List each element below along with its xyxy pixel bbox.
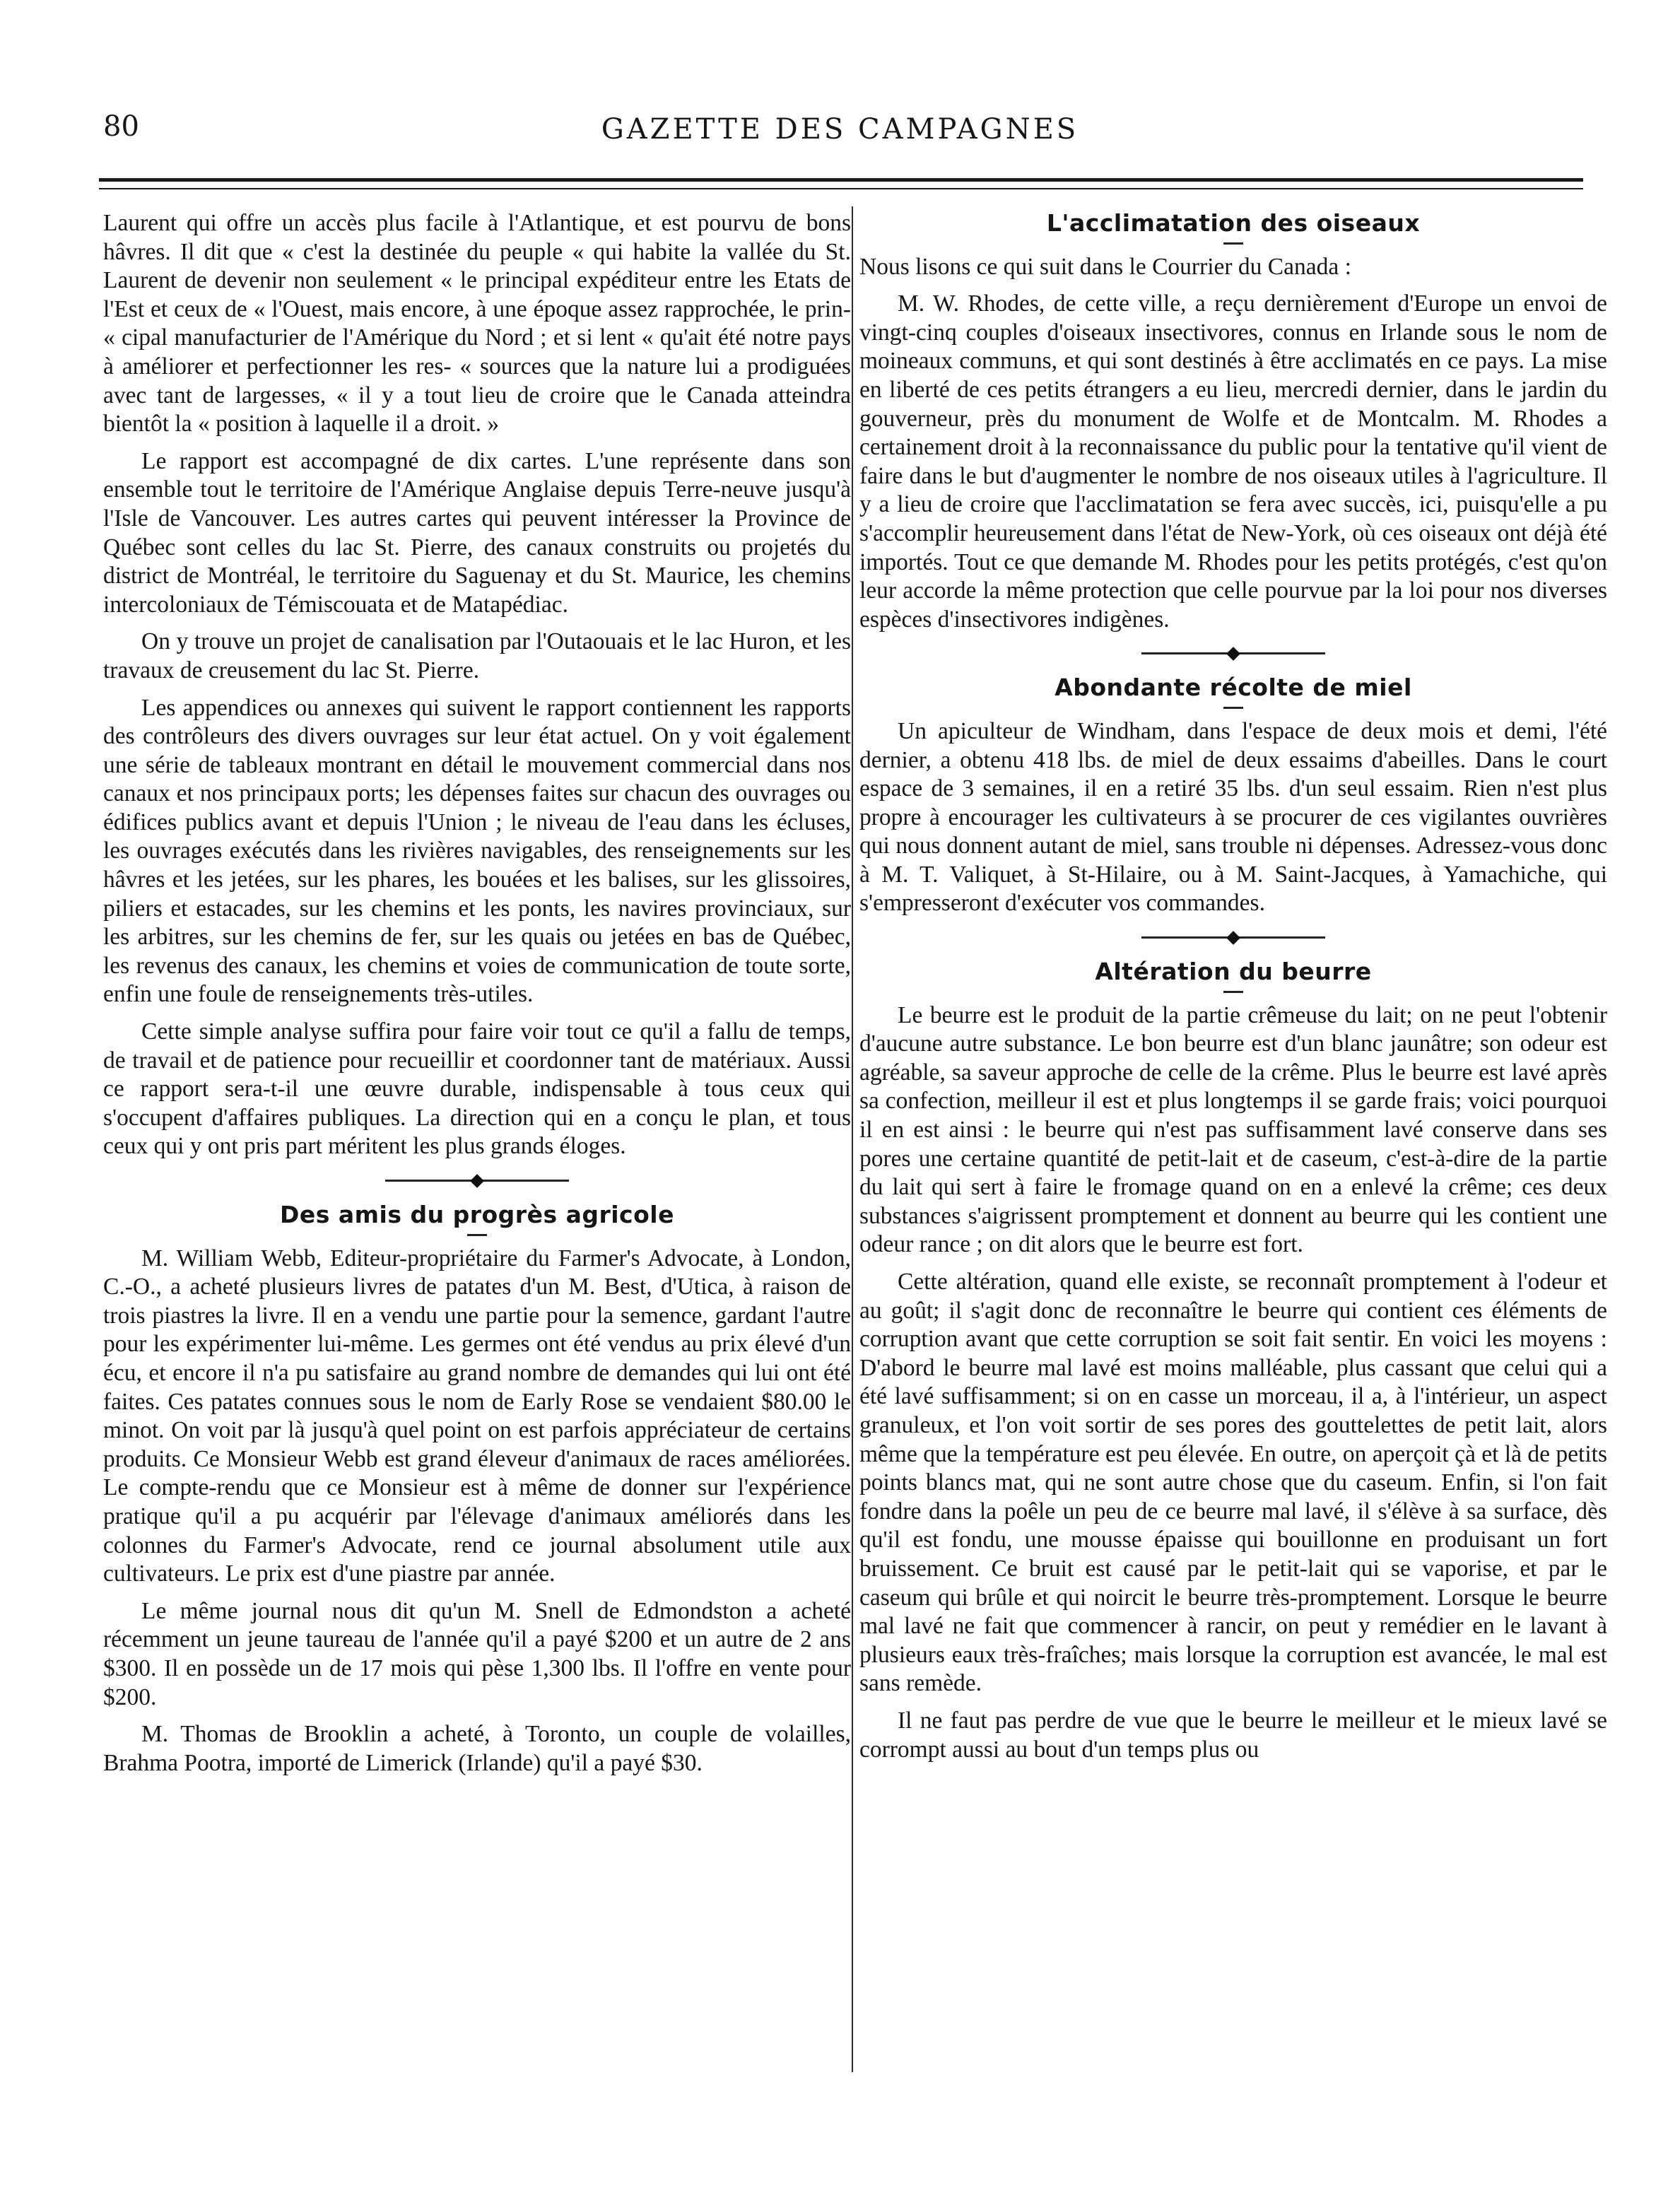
left-column: [103, 209, 851, 1777]
article-paragraph: M. W. Rhodes, de cette ville, a reçu dernièrement d'Europe un envoi de vingt-cinq couples d'oiseaux insectivores, connus en Irlande sous le nom de moineaux communs, et qui sont destinés à être acclimatés en ce pays. La mise en liberté de ces petits étrangers a eu lieu, mercredi dernier, dans le jardin du gouverneur, près du monument de Wolfe et de Montcalm. M. Rhodes a certainement droit à la reconnaissance du public pour la tentative qu'il vient de faire dans le but d'augmenter le nombre de nos oiseaux utiles à l'agriculture. Il y a lieu de croire que l'acclimatation se fera avec succès, ici, puisqu'elle a pu s'accomplir heureusement dans l'état de New-York, où ces oiseaux ont déjà été importés. Tout ce que demande M. Rhodes pour les petits protégés, c'est qu'on leur accorde la même protection que celle pourvue par la loi pour nos diverses espèces d'insectivores indigènes.: [859, 290, 1607, 633]
article-paragraph: Cette simple analyse suffira pour faire voir tout ce qu'il a fallu de temps, de travail et de patience pour recueillir et coordonner tant de matériaux. Aussi ce rapport sera-t-il une œuvre durable, indispensable à tous ceux qui s'occupent d'affaires publiques. La direction qui en a conçu le plan, et tous ceux qui y ont pris part méritent les plus grands éloges.: [103, 1018, 851, 1160]
title-underline: [1223, 707, 1243, 709]
right-column: [859, 209, 1607, 1764]
article-paragraph: Un apiculteur de Windham, dans l'espace de deux mois et demi, l'été dernier, a obtenu 418 lbs. de miel de deux essaims d'abeilles. Dans le court espace de 3 semaines, il en a retiré 35 lbs. d'un seul essaim. Rien n'est plus propre à encourager les cultivateurs à se procurer de ces vigilantes ouvrières qui nous donnent autant de miel, sans trouble ni dépenses. Adressez-vous donc à M. T. Valiquet, à St-Hilaire, ou à M. Saint-Jacques, à Yamachiche, qui s'empresseront d'exécuter vos commandes.: [859, 717, 1607, 917]
article-paragraph: Le beurre est le produit de la partie crêmeuse du lait; on ne peut l'obtenir d'aucune autre substance. Le bon beurre est d'un blanc jaunâtre; son odeur est agréable, sa saveur approche de celle de la crême. Plus le beurre est lavé après sa confection, meilleur il est et plus longtemps il se garde frais; voici pourquoi il en est ainsi : le beurre qui n'est pas suffisamment lavé conserve dans ses pores une certaine quantité de petit-lait et de caseum, c'est-à-dire de la partie du lait qui sert à faire le fromage quand on en a enlevé la crême; ces deux substances s'aigrissent promptement et donnent au beurre qui les contient une odeur rance ; on dit alors que le beurre est fort.: [859, 1001, 1607, 1258]
header-rule-thin: [99, 188, 1583, 189]
article-paragraph: Il ne faut pas perdre de vue que le beurre le meilleur et le mieux lavé se corrompt aussi au bout d'un temps plus ou: [859, 1707, 1607, 1763]
section-divider-ornament: [103, 1170, 851, 1191]
page-number: 80: [103, 110, 139, 143]
section-title: Des amis du progrès agricole: [280, 1201, 674, 1228]
column-divider: [852, 206, 853, 2072]
article-paragraph: Cette altération, quand elle existe, se reconnaît promptement à l'odeur et au goût; il s'agit donc de reconnaître le beurre qui contient ces éléments de corruption avant que cette corruption se soit fait sentir. En voici les moyens : D'abord le beurre mal lavé est moins malléable, plus cassant que celui qui a été lavé suffisamment; si on en casse un morceau, il a, à l'intérieur, un aspect granuleux, et l'on voit sortir de ses pores des gouttelettes de petit lait, alors même que la température est peu élevée. En outre, on aperçoit çà et là de petits points blancs mat, qui ne sont autre chose que du caseum. Enfin, si l'on fait fondre dans la poêle un peu de ce beurre mal lavé, il s'élève à sa surface, dès qu'il est fondu, une mousse épaisse qui bouillonne en produisant un fort bruissement. Ce bruit est causé par le petit-lait qui se vaporise, et par le caseum qui brûle et qui noircit le beurre très-promptement. Lorsque le beurre mal lavé ne fait que commencer à rancir, on peut y remédier en le lavant à plusieurs eaux très-fraîches; mais lorsque la corruption est avancée, le mal est sans remède.: [859, 1269, 1607, 1697]
article-paragraph: M. William Webb, Editeur-propriétaire du Farmer's Advocate, à London, C.-O., a acheté plusieurs livres de patates d'un M. Best, d'Utica, à raison de trois piastres la livre. Il en a vendu une partie pour la semence, gardant l'autre pour les expérimenter lui-même. Les germes ont été vendus au prix élevé d'un écu, et encore il n'a pu satisfaire au grand nombre de demandes qui lui ont été faites. Ces patates connues sous le nom de Early Rose se vendaient $80.00 le minot. On voit par là jusqu'à quel point on est parfois appréciateur de certains produits. Ce Monsieur Webb est grand éleveur d'animaux de races améliorées. Le compte-rendu que ce Monsieur est à même de donner sur l'expérience pratique qu'il a pu acquérir par l'élevage d'animaux améliorés dans les colonnes du Farmer's Advocate, rend ce journal absolument utile aux cultivateurs. Le prix est d'une piastre par année.: [103, 1245, 851, 1587]
section-title: Altération du beurre: [1095, 958, 1372, 986]
article-paragraph: M. Thomas de Brooklin a acheté, à Toronto, un couple de volailles, Brahma Pootra, importé de Limerick (Irlande) qu'il a payé $30.: [103, 1721, 851, 1776]
section-divider-ornament: [859, 642, 1607, 664]
article-paragraph: Nous lisons ce qui suit dans le Courrier du Canada :: [859, 253, 1351, 280]
article-paragraph: Le rapport est accompagné de dix cartes. L'une représente dans son ensemble tout le territoire de l'Amérique Anglaise depuis Terre-neuve jusqu'à l'Isle de Vancouver. Les autres cartes qui peuvent intéresser la Province de Québec sont celles du lac St. Pierre, des canaux construits ou projetés du district de Montréal, le territoire du Saguenay et du St. Maurice, les chemins intercoloniaux de Témiscouata et de Matapédiac.: [103, 447, 851, 618]
section-divider-ornament: [859, 927, 1607, 948]
header-rule-thick: [99, 178, 1583, 182]
article-paragraph: Les appendices ou annexes qui suivent le rapport contiennent les rapports des contrôleurs des divers ouvrages sur leur état actuel. On y voit également une série de tableaux montrant en détail le mouvement commercial dans nos canaux et nos principaux ports; les dépenses faites sur chacun des ouvrages ou édifices publics avant et depuis l'Union ; le niveau de l'eau dans les écluses, les ouvrages exécutés dans les rivières navigables, des renseignements sur les hâvres et les jetées, sur les phares, les bouées et les balises, sur les glissoires, piliers et estacades, sur les chemins et les ponts, les navires provinciaux, sur les arbitres, sur les chemins de fer, sur les quais ou jetées en bas de Québec, les revenus des canaux, les chemins et voies de communication de toute sorte, enfin une foule de renseignements très-utiles.: [103, 694, 851, 1008]
article-paragraph: Le même journal nous dit qu'un M. Snell de Edmondston a acheté récemment un jeune taureau de l'année qu'il a payé $200 et un autre de 2 ans $300. Il en possède un de 17 mois qui pèse 1,300 lbs. Il l'offre en vente pour $200.: [103, 1597, 851, 1710]
running-title: GAZETTE DES CAMPAGNES: [601, 113, 1079, 146]
title-underline: [1223, 991, 1243, 993]
title-underline: [467, 1234, 487, 1236]
article-paragraph: On y trouve un projet de canalisation par l'Outaouais et le lac Huron, et les travaux de creusement du lac St. Pierre.: [103, 628, 851, 683]
title-underline: [1223, 242, 1243, 245]
article-continuation-paragraph: Laurent qui offre un accès plus facile à l'Atlantique, et est pourvu de bons hâvres. Il dit que « c'est la destinée du peuple « qui habite la vallée du St. Laurent de devenir non seulement « le principal expéditeur entre les Etats de l'Est et ceux de « l'Ouest, mais encore, à une époque assez rapprochée, le prin- « cipal manufacturier de l'Amérique du Nord ; et si lent « qu'ait été notre pays à améliorer et perfectionner les res- « sources que la nature lui a prodiguées avec tant de largesses, « il y a tout lieu de croire que le Canada atteindra bientôt la « position à laquelle il a droit. »: [103, 210, 851, 437]
section-title: L'acclimatation des oiseaux: [1046, 209, 1421, 237]
section-title: Abondante récolte de miel: [1055, 674, 1412, 702]
